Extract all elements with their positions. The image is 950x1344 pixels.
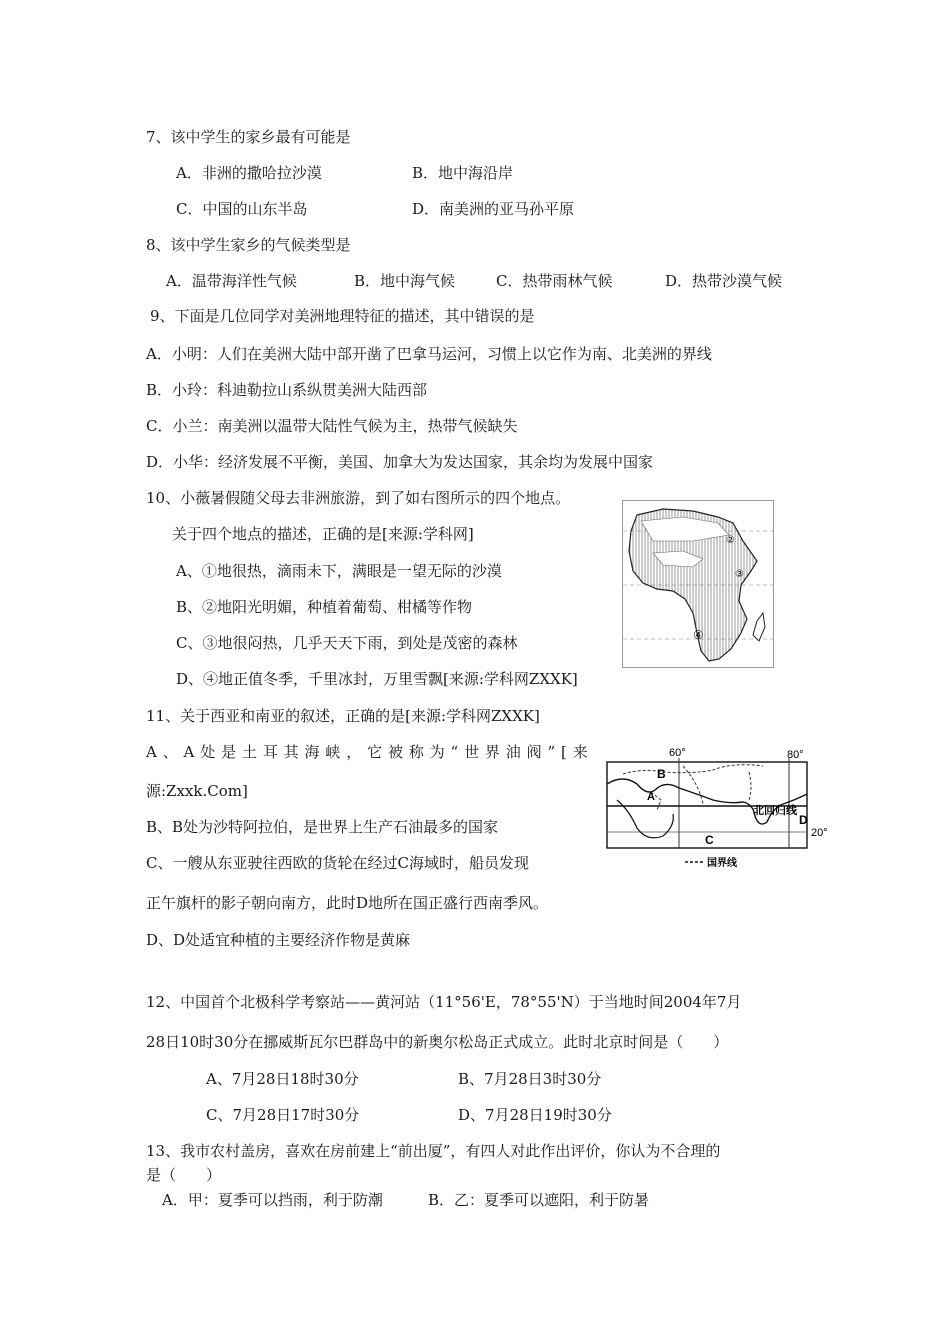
africa-map [622, 500, 774, 668]
q13-option-b: B．乙：夏季可以遮阳，利于防暑 [428, 1191, 650, 1209]
q10-stem-2: 关于四个地点的描述，正确的是[来源:学科网] [172, 525, 474, 543]
asia-map-tropic-label: 北回归线 [753, 805, 797, 817]
q10-option-d: D、④地正值冬季，千里冰封，万里雪飘[来源:学科网ZXXK] [176, 670, 578, 688]
q12-option-b: B、7月28日3时30分 [458, 1070, 602, 1088]
q8-stem: 8、该中学生家乡的气候类型是 [146, 236, 351, 254]
asia-map-label-a: A [647, 791, 655, 803]
q10-stem: 10、小薇暑假随父母去非洲旅游，到了如右图所示的四个地点。 [146, 489, 571, 507]
q11-option-c-line2: 正午旗杆的影子朝向南方，此时D地所在国正盛行西南季风。 [146, 894, 549, 912]
q7-option-d: D．南美洲的亚马孙平原 [412, 200, 575, 218]
q11-option-d: D、D处适宜种植的主要经济作物是黄麻 [146, 931, 411, 949]
q11-stem: 11、关于西亚和南亚的叙述，正确的是[来源:学科网ZXXK] [146, 707, 540, 725]
asia-map-lon-80: 80° [787, 749, 804, 761]
q9-option-d: D．小华：经济发展不平衡，美国、加拿大为发达国家，其余均为发展中国家 [146, 453, 654, 471]
q7-option-c: C．中国的山东半岛 [176, 200, 308, 218]
q12-option-a: A、7月28日18时30分 [206, 1070, 359, 1088]
q8-option-b: B．地中海气候 [354, 272, 456, 290]
asia-map [603, 744, 835, 874]
asia-map-label-d: D [799, 813, 808, 827]
q7-option-a: A．非洲的撒哈拉沙漠 [176, 164, 322, 182]
q10-option-c: C、③地很闷热，几乎天天下雨，到处是茂密的森林 [176, 634, 518, 652]
map-mark-3: ③ [735, 569, 744, 580]
q11-option-c-line1: C、一艘从东亚驶往西欧的货轮在经过C海域时，船员发现 [146, 854, 529, 872]
map-mark-4: ④ [693, 628, 704, 642]
asia-map-label-b: B [657, 767, 666, 781]
q9-option-b: B．小玲：科迪勒拉山系纵贯美洲大陆西部 [146, 381, 428, 399]
q13-line2: 是（ ） [146, 1166, 222, 1184]
asia-map-label-c: C [705, 833, 714, 847]
q9-option-c: C．小兰：南美洲以温带大陆性气候为主，热带气候缺失 [146, 417, 518, 435]
q11-option-b: B、B处为沙特阿拉伯，是世界上生产石油最多的国家 [146, 818, 499, 836]
q8-option-a: A．温带海洋性气候 [166, 272, 297, 290]
q10-option-a: A、①地很热，滴雨未下，满眼是一望无际的沙漠 [176, 562, 502, 580]
q13-option-a: A．甲：夏季可以挡雨，利于防潮 [162, 1191, 383, 1209]
map-mark-2: ② [726, 535, 735, 546]
q12-line1: 12、中国首个北极科学考察站——黄河站（11°56'E，78°55'N）于当地时间2004年7月 [146, 993, 742, 1011]
q7-option-b: B．地中海沿岸 [412, 164, 514, 182]
q10-option-b: B、②地阳光明媚，种植着葡萄、柑橘等作物 [176, 598, 473, 616]
q7-stem: 7、该中学生的家乡最有可能是 [146, 128, 351, 146]
q13-line1: 13、我市农村盖房，喜欢在房前建上“前出厦”，有四人对此作出评价，你认为不合理的 [146, 1142, 721, 1160]
q8-option-c: C．热带雨林气候 [496, 272, 613, 290]
q9-option-a: A．小明：人们在美洲大陆中部开凿了巴拿马运河，习惯上以它作为南、北美洲的界线 [146, 345, 712, 363]
asia-map-lat-20: 20° [811, 827, 828, 839]
q12-option-d: D、7月28日19时30分 [458, 1106, 612, 1124]
q9-stem: 9、下面是几位同学对美洲地理特征的描述，其中错误的是 [150, 307, 535, 325]
asia-map-lon-60: 60° [669, 747, 686, 759]
asia-map-legend: 国界线 [707, 858, 737, 869]
q11-option-a-line2: 源:Zxxk.Com] [146, 782, 248, 800]
q12-option-c: C、7月28日17时30分 [206, 1106, 360, 1124]
q8-option-d: D．热带沙漠气候 [665, 272, 783, 290]
q12-line2: 28日10时30分在挪威斯瓦尔巴群岛中的新奥尔松岛正式成立。此时北京时间是（ ） [146, 1033, 729, 1051]
q11-option-a-line1: A 、 A 处 是 土 耳 其 海 峡 ， 它 被 称 为 “ 世 界 油 阀 ” [ 来 [146, 743, 588, 761]
